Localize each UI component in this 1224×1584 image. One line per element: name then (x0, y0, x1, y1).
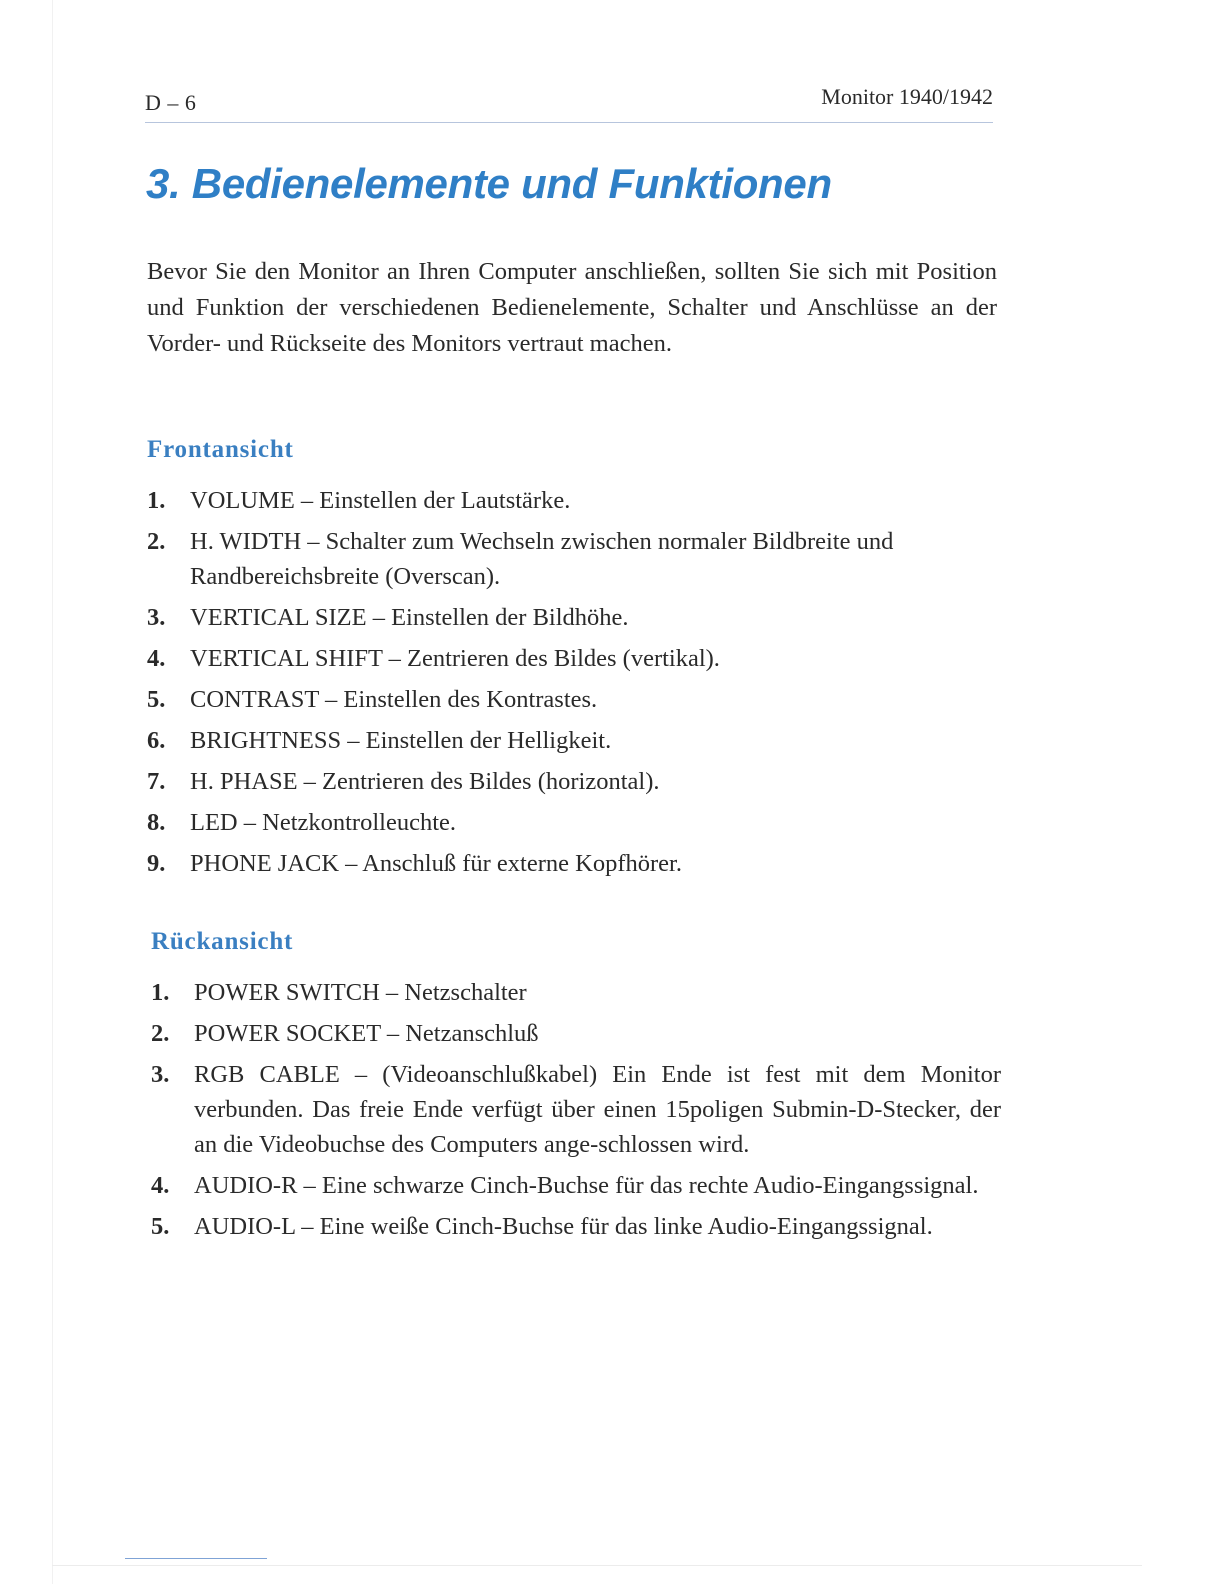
front-list-item (147, 723, 997, 758)
front-list-item (147, 641, 997, 676)
item-number: 6. (147, 727, 166, 754)
item-text: VOLUME – Einstellen der Lautstärke. (190, 487, 571, 514)
item-text: H. PHASE – Zentrieren des Bildes (horizontal). (190, 768, 660, 795)
front-view-heading: Frontansicht (147, 436, 294, 463)
item-text: POWER SWITCH – Netzschalter (194, 979, 527, 1006)
front-list-item (147, 483, 997, 518)
rear-list-item (151, 1209, 1001, 1244)
item-text: LED – Netzkontrolleuchte. (190, 809, 457, 836)
item-text: PHONE JACK – Anschluß für externe Kopfhörer. (190, 850, 682, 877)
item-text: AUDIO-R – Eine schwarze Cinch-Buchse für das rechte Audio-Eingangssignal. (194, 1172, 979, 1199)
item-number: 5. (147, 686, 166, 713)
intro-paragraph: Bevor Sie den Monitor an Ihren Computer anschließen, sollten Sie sich mit Position und Funktion der verschiedenen Bedienelemente, Schalter und Anschlüsse an der Vorder- und Rückseite des Monitors vertraut machen. (147, 258, 997, 357)
item-number: 1. (151, 979, 170, 1006)
rear-list-item (151, 975, 1001, 1010)
rear-list-item (151, 1016, 1001, 1051)
item-number: 7. (147, 768, 166, 795)
item-number: 8. (147, 809, 166, 836)
chapter-title: 3. Bedienelemente und Funktionen (146, 160, 832, 207)
page-edge-left (52, 0, 53, 1584)
front-list-item (147, 846, 997, 881)
item-number: 4. (147, 645, 166, 672)
item-number: 2. (147, 528, 166, 555)
item-text: CONTRAST – Einstellen des Kontrastes. (190, 686, 598, 713)
front-list-item (147, 805, 997, 840)
item-text: BRIGHTNESS – Einstellen der Helligkeit. (190, 727, 612, 754)
item-number: 2. (151, 1020, 170, 1047)
front-list-item (147, 524, 997, 594)
rear-view-list (151, 975, 1001, 1250)
footer-divider (125, 1558, 267, 1559)
item-text: RGB CABLE – (Videoanschlußkabel) Ein Ende ist fest mit dem Monitor verbunden. Das freie Ende verfügt über einen 15poligen Submin-D-Stecker, der an die Videobuchse des Computers ange-schlossen wird. (194, 1061, 1001, 1158)
item-text: VERTICAL SHIFT – Zentrieren des Bildes (vertikal). (190, 645, 720, 672)
front-view-list (147, 483, 997, 887)
item-number: 4. (151, 1172, 170, 1199)
front-list-item (147, 764, 997, 799)
item-number: 3. (151, 1061, 170, 1088)
page-number: D – 6 (145, 90, 197, 115)
item-number: 5. (151, 1213, 170, 1240)
header-divider (145, 122, 993, 123)
item-number: 3. (147, 604, 166, 631)
item-text: AUDIO-L – Eine weiße Cinch-Buchse für das linke Audio-Eingangssignal. (194, 1213, 933, 1240)
front-list-item (147, 600, 997, 635)
rear-list-item (151, 1057, 1001, 1162)
item-text: POWER SOCKET – Netzanschluß (194, 1020, 539, 1047)
page-header (145, 84, 993, 124)
page-edge-bottom (52, 1565, 1142, 1566)
rear-list-item (151, 1168, 1001, 1203)
item-number: 1. (147, 487, 166, 514)
item-number: 9. (147, 850, 166, 877)
item-text: VERTICAL SIZE – Einstellen der Bildhöhe. (190, 604, 629, 631)
rear-view-heading: Rückansicht (151, 928, 294, 955)
document-title: Monitor 1940/1942 (821, 84, 993, 109)
item-text: H. WIDTH – Schalter zum Wechseln zwischen normaler Bildbreite und Randbereichsbreite (Overscan). (190, 528, 894, 590)
front-list-item (147, 682, 997, 717)
